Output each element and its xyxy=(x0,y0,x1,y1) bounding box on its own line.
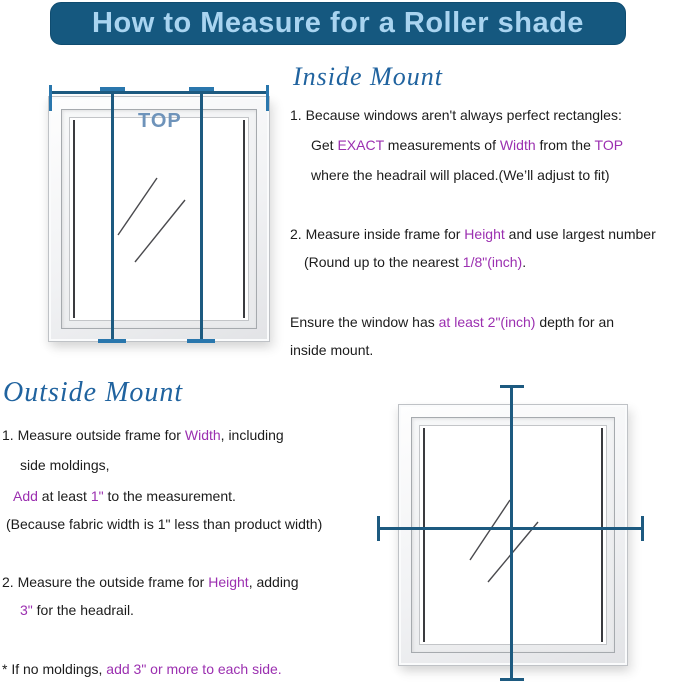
inside-depth-note-line1 xyxy=(290,312,614,332)
top-width-measure-line xyxy=(50,91,268,94)
highlight-exact: EXACT xyxy=(337,137,384,153)
outside-step2-line1 xyxy=(2,572,299,592)
highlight-width: Width xyxy=(499,137,536,153)
inside-step1-line3 xyxy=(311,165,610,185)
outside-moldings-note xyxy=(2,659,282,679)
measure-end-cap-top xyxy=(500,385,524,388)
text-segment: 1. Because windows aren't always perfect rectangles: xyxy=(290,107,622,123)
measure-end-cap-bottom xyxy=(98,339,126,343)
text-segment: Get xyxy=(311,137,338,153)
outside-step1-line2 xyxy=(20,455,110,475)
text-segment: , including xyxy=(220,427,284,443)
outside-mount-heading: Outside Mount xyxy=(3,377,184,408)
text-segment: to the measurement. xyxy=(103,488,236,504)
text-segment: inside mount. xyxy=(290,342,374,358)
highlight-width: Width xyxy=(184,427,221,443)
vertical-measure-line-left xyxy=(111,89,114,342)
header-title: How to Measure for a Roller shade xyxy=(92,7,584,39)
outside-step1-line4 xyxy=(6,514,322,534)
glass-reflection-lines xyxy=(420,426,606,644)
text-segment: (Round up to the nearest xyxy=(304,254,463,270)
text-segment: (Because fabric width is 1" less than product width) xyxy=(6,516,323,532)
highlight-add-three: add 3" or more to each side. xyxy=(106,661,282,677)
outside-step2-line2 xyxy=(20,600,134,620)
inside-mount-heading: Inside Mount xyxy=(293,62,443,91)
text-segment: , adding xyxy=(248,574,299,590)
highlight-depth: at least 2"(inch) xyxy=(438,314,536,330)
inside-step1-line2 xyxy=(311,135,623,155)
inside-step2-line1 xyxy=(290,224,656,244)
measure-end-cap-left xyxy=(49,85,52,111)
text-segment: depth for an xyxy=(535,314,615,330)
text-segment: at least xyxy=(37,488,91,504)
top-label: TOP xyxy=(138,110,182,132)
text-segment: from the xyxy=(535,137,595,153)
text-segment: measurements of xyxy=(383,137,500,153)
text-segment: . xyxy=(522,254,527,270)
text-segment: * If no moldings, xyxy=(2,661,107,677)
text-segment: 1. Measure outside frame for xyxy=(2,427,185,443)
outside-step1-line3 xyxy=(13,486,236,506)
highlight-one-inch: 1" xyxy=(90,488,104,504)
text-segment: side moldings, xyxy=(20,457,110,473)
highlight-top: TOP xyxy=(594,137,624,153)
highlight-add: Add xyxy=(13,488,38,504)
outside-step1-line1 xyxy=(2,425,284,445)
header-banner xyxy=(50,2,626,45)
text-segment: 2. Measure the outside frame for xyxy=(2,574,209,590)
measure-end-cap-top xyxy=(189,87,214,91)
inside-step1-line1 xyxy=(290,105,622,125)
text-segment: where the headrail will placed.(We’ll adjust to fit) xyxy=(311,167,610,183)
height-measure-line xyxy=(510,386,513,680)
text-segment: Ensure the window has xyxy=(290,314,439,330)
measure-end-cap-bottom xyxy=(500,678,524,681)
vertical-measure-line-right xyxy=(200,89,203,342)
measure-end-cap-top xyxy=(100,87,125,91)
window-glass xyxy=(419,425,607,645)
window-outside-mount xyxy=(398,404,628,666)
measure-end-cap-right xyxy=(641,516,644,541)
highlight-eighth-inch: 1/8"(inch) xyxy=(462,254,523,270)
width-measure-line xyxy=(378,527,642,530)
inside-depth-note-line2 xyxy=(290,340,373,360)
glass-reflection-lines xyxy=(70,118,248,320)
highlight-height: Height xyxy=(464,226,505,242)
text-segment: and use largest number xyxy=(504,226,656,242)
window-glass xyxy=(69,117,249,321)
text-segment: for the headrail. xyxy=(32,602,134,618)
highlight-three-inch: 3" xyxy=(20,602,33,618)
inside-step2-line2 xyxy=(304,252,526,272)
highlight-height: Height xyxy=(208,574,249,590)
text-segment: 2. Measure inside frame for xyxy=(290,226,465,242)
measure-end-cap-left xyxy=(377,516,380,541)
measure-end-cap-bottom xyxy=(187,339,215,343)
measure-end-cap-right xyxy=(266,85,269,111)
